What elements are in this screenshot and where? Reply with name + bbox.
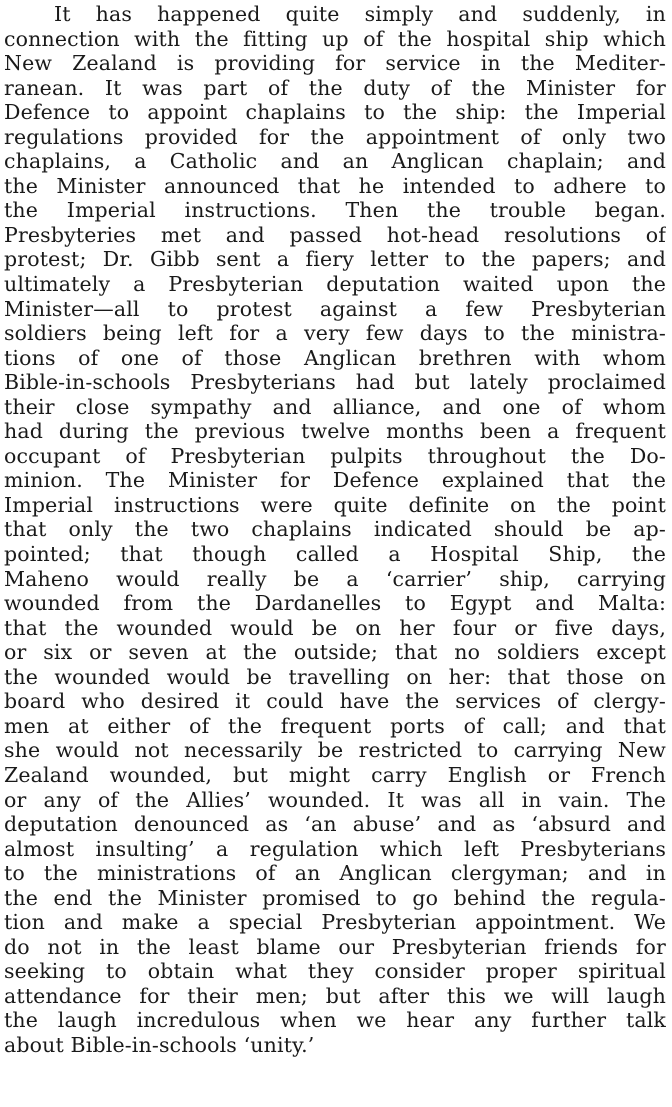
text-line: Bible-in-schools Presbyterians had but lately proclaimed <box>4 370 666 395</box>
text-line: ultimately a Presbyterian deputation waited upon the <box>4 272 666 297</box>
text-line: their close sympathy and alliance, and one of whom <box>4 394 666 419</box>
text-line: about Bible-in-schools ‘unity.’ <box>4 1032 315 1057</box>
text-line: deputation denounced as ‘an abuse’ and as ‘absurd and <box>4 812 666 837</box>
text-line: she would not necessarily be restricted to carrying New <box>4 738 666 763</box>
text-line: wounded from the Dardanelles to Egypt and Malta: <box>4 591 666 616</box>
text-line: It has happened quite simply and suddenly, in <box>54 2 666 26</box>
text-line: occupant of Presbyterian pulpits throughout the Do- <box>4 443 666 468</box>
text-line: tion and make a special Presbyterian appointment. We <box>4 910 666 935</box>
text-line: the laugh incredulous when we hear any further talk <box>4 1008 666 1033</box>
text-line: Imperial instructions were quite definite on the point <box>4 492 666 517</box>
text-line: attendance for their men; but after this we will laugh <box>4 983 666 1008</box>
text-line: tions of one of those Anglican brethren with whom <box>4 345 666 370</box>
text-line: the wounded would be travelling on her: that those on <box>4 664 666 689</box>
text-line: pointed; that though called a Hospital Ship, the <box>4 542 666 567</box>
text-line: regulations provided for the appointment of only two <box>4 124 666 149</box>
text-line: board who desired it could have the services of clergy- <box>4 689 666 714</box>
text-line: connection with the fitting up of the hospital ship which <box>4 26 666 51</box>
text-line: that only the two chaplains indicated should be ap- <box>4 517 666 542</box>
text-line: Presbyteries met and passed hot-head resolutions of <box>4 222 666 247</box>
text-line: chaplains, a Catholic and an Anglican chaplain; and <box>4 149 666 174</box>
text-line: the Imperial instructions. Then the trouble began. <box>4 198 666 223</box>
text-line: or six or seven at the outside; that no soldiers except <box>4 640 666 665</box>
text-line: almost insulting’ a regulation which left Presbyterians <box>4 836 666 861</box>
text-line: Defence to appoint chaplains to the ship: the Imperial <box>4 100 666 125</box>
text-line: men at either of the frequent ports of call; and that <box>4 713 666 738</box>
text-line: Minister—all to protest against a few Presbyterian <box>4 296 666 321</box>
text-line: the end the Minister promised to go behind the regula- <box>4 885 666 910</box>
text-line: had during the previous twelve months been a frequent <box>4 419 666 444</box>
text-line: or any of the Allies’ wounded. It was all in vain. The <box>4 787 666 812</box>
text-line: protest; Dr. Gibb sent a fiery letter to the papers; and <box>4 247 666 272</box>
text-line: Maheno would really be a ‘carrier’ ship, carrying <box>4 566 666 591</box>
text-line: New Zealand is providing for service in the Mediter- <box>4 51 666 76</box>
text-line: ranean. It was part of the duty of the Minister for <box>4 75 666 100</box>
text-line: minion. The Minister for Defence explained that the <box>4 468 666 493</box>
article-body <box>4 2 666 1058</box>
text-line: the Minister announced that he intended to adhere to <box>4 173 666 198</box>
text-line: seeking to obtain what they consider proper spiritual <box>4 959 666 984</box>
text-line: that the wounded would be on her four or five days, <box>4 615 666 640</box>
text-line: soldiers being left for a very few days to the ministra- <box>4 321 666 346</box>
text-line: to the ministrations of an Anglican clergyman; and in <box>4 861 666 886</box>
text-line: do not in the least blame our Presbyterian friends for <box>4 934 666 959</box>
text-line: Zealand wounded, but might carry English or French <box>4 762 666 787</box>
